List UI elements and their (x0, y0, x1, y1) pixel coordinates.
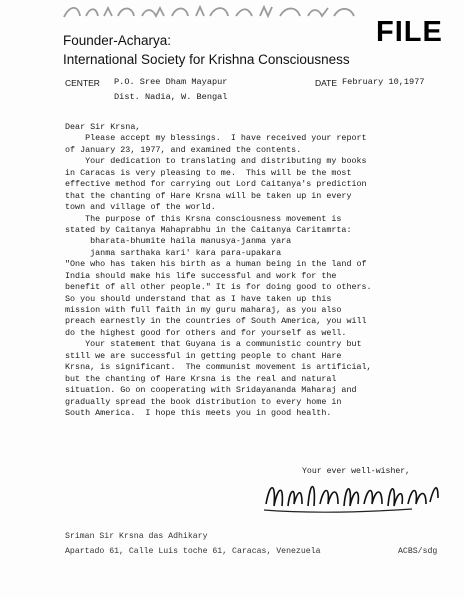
body-line: Your statement that Guyana is a communistic country but (65, 339, 362, 350)
letter-body (65, 122, 372, 419)
body-line: gradually spread the book distribution to every home in (65, 396, 342, 407)
letterhead-script-logo (60, 2, 360, 22)
body-line: town and village of the world. (65, 202, 216, 213)
body-line: mission with full faith in my guru maharaj, as you also (65, 305, 342, 315)
recipient-name: Sriman Sir Krsna das Adhikary (65, 532, 208, 541)
center-label: CENTER (65, 78, 100, 88)
body-line: Please accept my blessings. I have received your report (65, 133, 367, 144)
body-line: The purpose of this Krsna consciousness movement is (65, 213, 342, 224)
body-line: "One who has taken his birth as a human being in the land of (65, 259, 367, 270)
date-value: February 10,1977 (342, 77, 425, 87)
valediction: Your ever well-wisher, (302, 467, 411, 476)
society-name: International Society for Krishna Consciousness (63, 52, 350, 67)
verse-line: janma sarthaka kari' kara para-upakara (65, 247, 282, 258)
body-line: South America. I hope this meets you in good health. (65, 407, 332, 418)
body-line: So you should understand that as I have taken up this (65, 293, 332, 304)
body-line: Your dedication to translating and distributing my books (65, 156, 367, 167)
body-line: situation. Go on cooperating with Sridayananda Maharaj and (65, 385, 357, 396)
body-line: do the highest good for others and for yourself as well. (65, 327, 347, 338)
center-address-line1: P.O. Sree Dham Mayapur (114, 77, 228, 87)
verse-line: bharata-bhumite haila manusya-janma yara (65, 236, 292, 247)
file-stamp: FILE (376, 16, 443, 48)
body-line: India should make his life successful and work for the (65, 270, 337, 281)
body-line: Dear Sir Krsna, (65, 122, 141, 132)
body-line: but the chanting of Hare Krsna is the real and natural (65, 373, 337, 384)
center-address-line2: Dist. Nadia, W. Bengal (114, 92, 228, 102)
body-line: Krsna, is significant. The communist movement is artificial, (65, 362, 372, 373)
body-line: effective method for carrying out Lord Caitanya's prediction (65, 179, 367, 190)
founder-acharya-line: Founder-Acharya: (63, 33, 172, 48)
date-label: DATE (315, 78, 338, 88)
body-line: in Caracas is very pleasing to me. This will be the most (65, 167, 352, 178)
body-line: preach earnestly in the countries of South America, you will (65, 316, 367, 327)
handwritten-signature (262, 476, 440, 516)
body-line: that the chanting of Hare Krsna will be taken up in every (65, 190, 352, 201)
body-line: of January 23, 1977, and examined the contents. (65, 144, 302, 155)
reference-initials: ACBS/sdg (398, 547, 438, 556)
body-line: still we are successful in getting people to chant Hare (65, 350, 342, 361)
body-line: benefit of all other people." It is for doing good to others. (65, 282, 372, 293)
recipient-address: Apartado 61, Calle Luis toche 61, Caracas, Venezuela (65, 547, 321, 556)
body-line: stated by Caitanya Mahaprabhu in the Caitanya Caritamrta: (65, 224, 352, 235)
